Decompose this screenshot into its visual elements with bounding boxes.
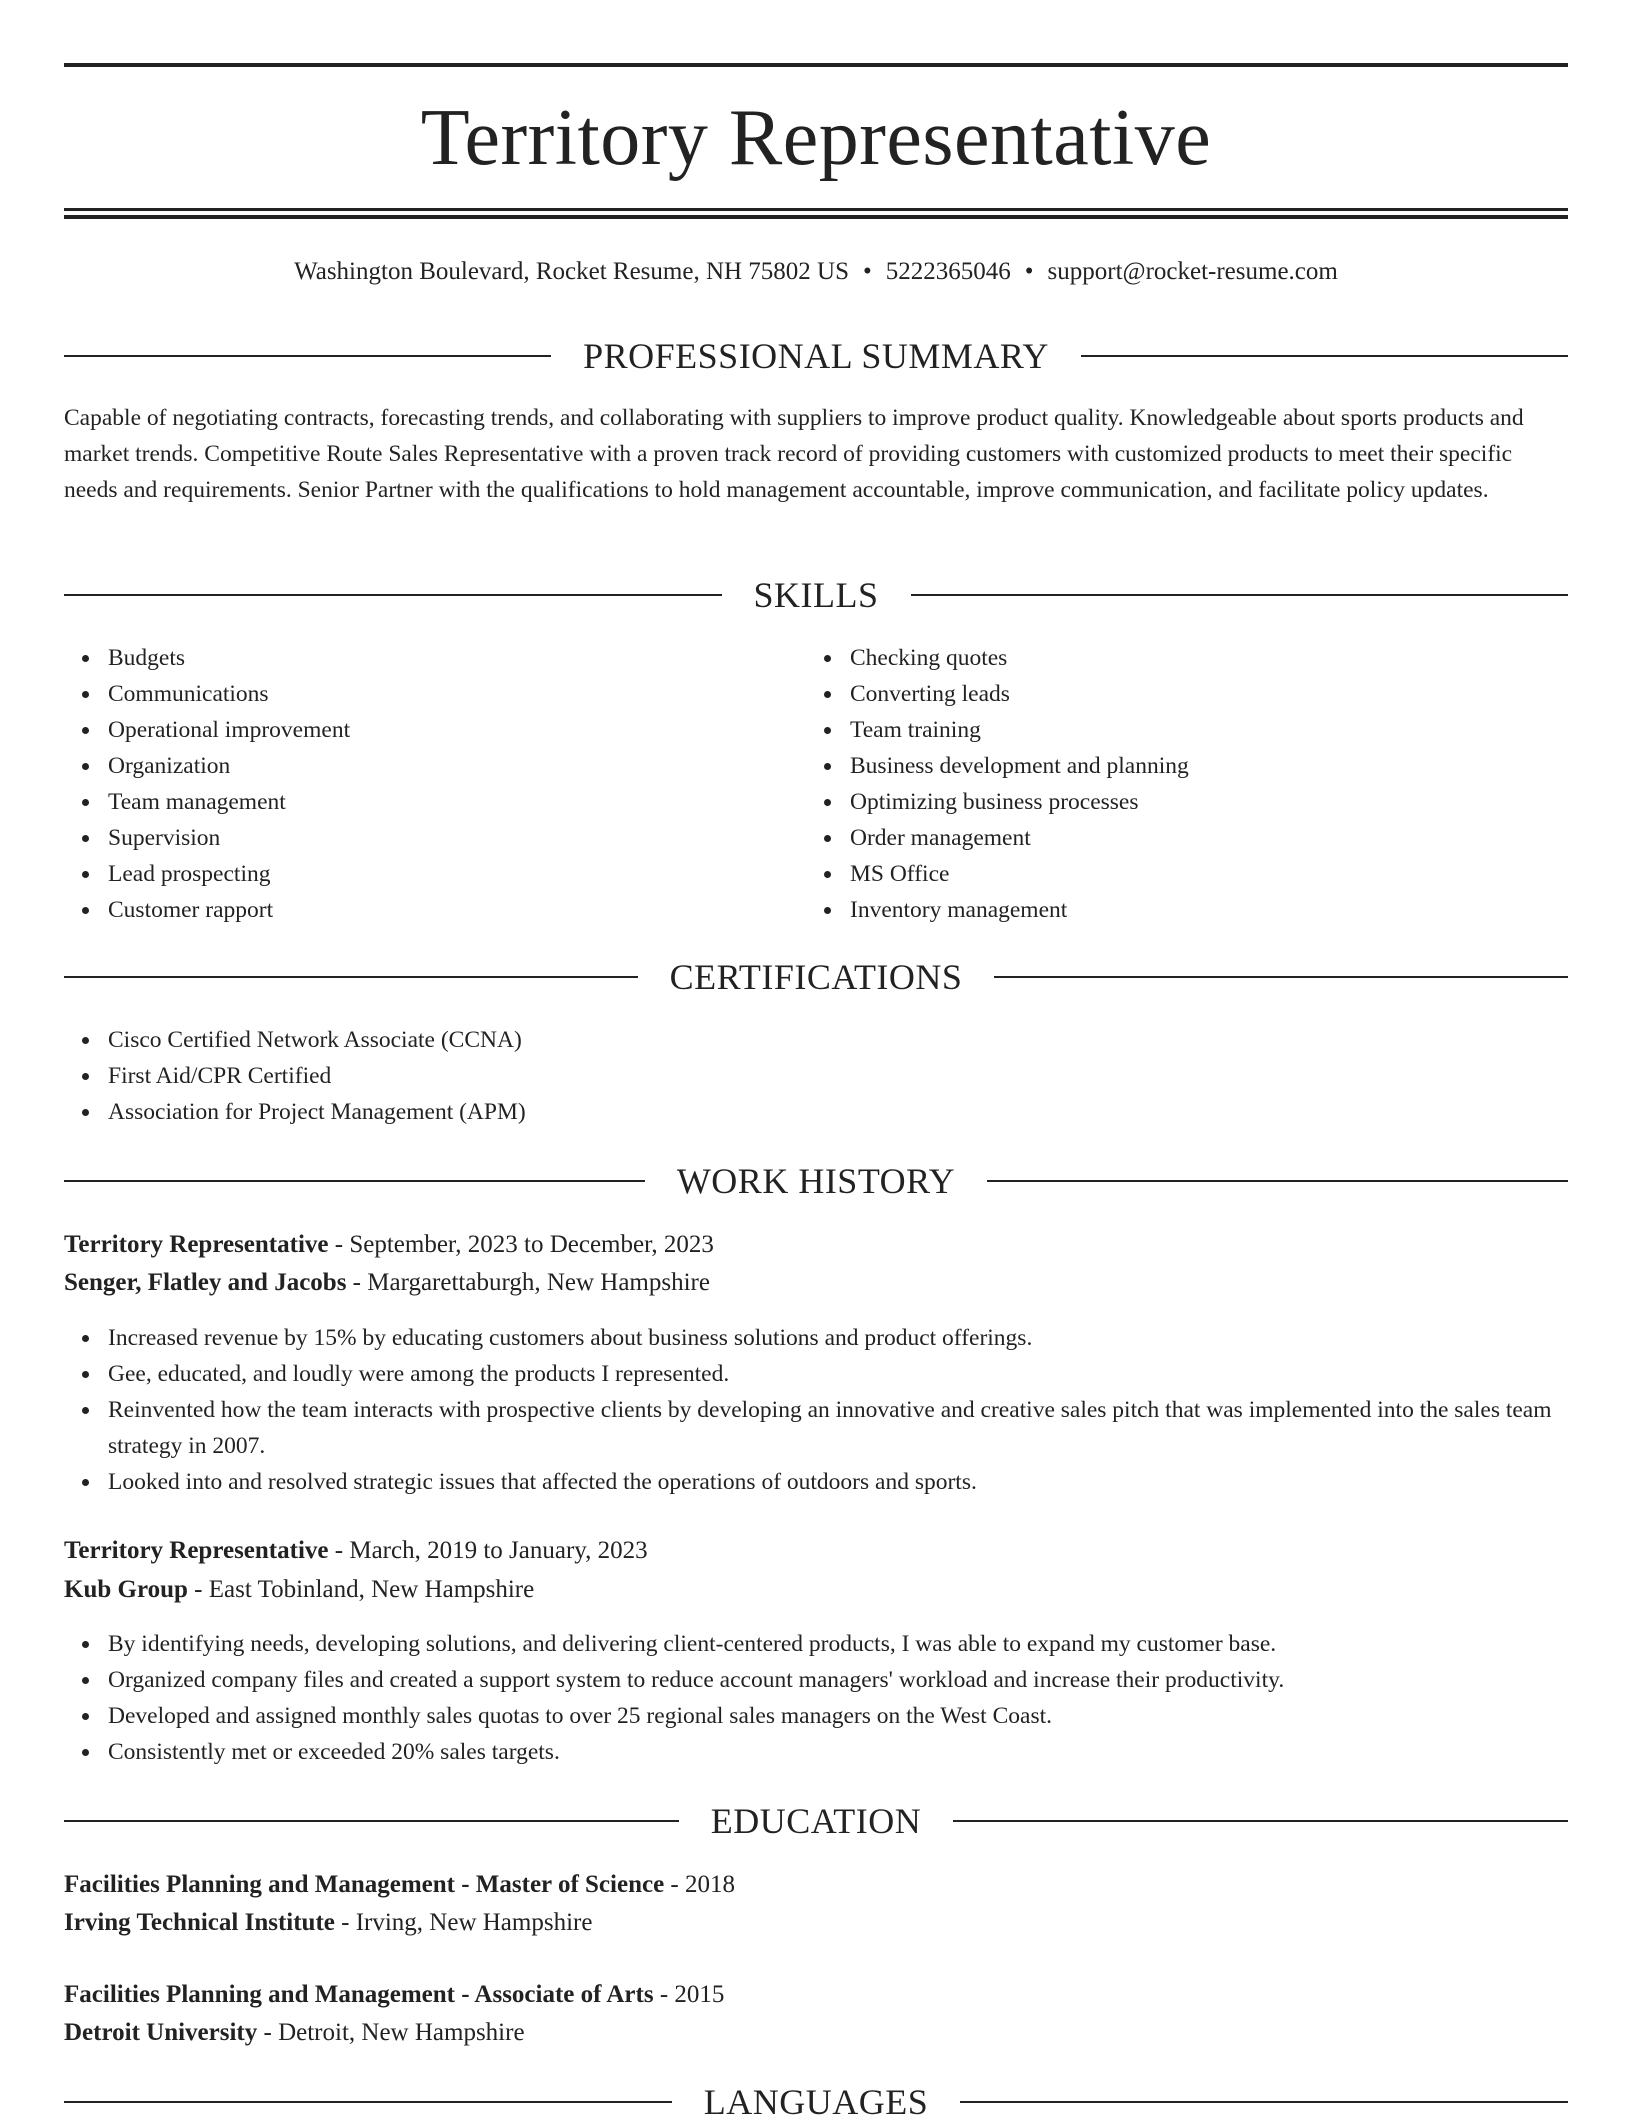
section-rule-left <box>64 594 722 596</box>
skill-item: Business development and planning <box>850 748 1550 784</box>
summary-text: Capable of negotiating contracts, forecasting trends, and collaborating with suppliers to improve product quality. Knowledgeable about sports products and market trends. Competitive Route Sales Representative with a proven track record of providing customers with customized products to meet their specific needs and requirements. Senior Partner with the qualifications to hold management accountable, improve communication, and facilitate policy updates. <box>64 405 1524 503</box>
section-heading-certifications <box>64 955 1568 999</box>
education-location: - Detroit, New Hampshire <box>257 2019 525 2046</box>
job-bullet: Organized company files and created a support system to reduce account managers' workload and increase their productivity. <box>108 1662 1568 1698</box>
education-year: - 2018 <box>664 1871 735 1898</box>
job-bullets <box>64 1320 1568 1500</box>
education-school-line <box>64 1904 1568 1942</box>
job-company-line <box>64 1571 1568 1609</box>
skill-item: Team training <box>850 712 1550 748</box>
job-role: Territory Representative <box>64 1231 329 1258</box>
skill-item: Inventory management <box>850 892 1550 928</box>
job-bullet: Reinvented how the team interacts with prospective clients by developing an innovative and creative sales pitch that was implemented into the sales team strategy in 2007. <box>108 1392 1568 1464</box>
job-dates: - March, 2019 to January, 2023 <box>328 1537 648 1564</box>
contact-email: support@rocket-resume.com <box>1047 258 1338 285</box>
skill-item: Communications <box>108 676 808 712</box>
skill-item: Operational improvement <box>108 712 808 748</box>
skill-item: Optimizing business processes <box>850 784 1550 820</box>
section-heading-summary <box>64 334 1568 378</box>
job-bullet: Looked into and resolved strategic issues that affected the operations of outdoors and sports. <box>108 1464 1568 1500</box>
job-bullet: Developed and assigned monthly sales quotas to over 25 regional sales managers on the West Coast. <box>108 1698 1568 1734</box>
certification-item: Association for Project Management (APM) <box>108 1094 1568 1130</box>
section-title: EDUCATION <box>710 1801 922 1841</box>
header-bottom-rule-upper <box>64 208 1568 211</box>
section-title: SKILLS <box>753 575 879 615</box>
section-rule-right <box>1081 355 1568 357</box>
skill-item: Organization <box>108 748 808 784</box>
contact-phone: 5222365046 <box>885 258 1011 285</box>
job-title-line <box>64 1226 1568 1264</box>
section-heading-skills <box>64 573 1568 617</box>
education-school-line <box>64 2014 1568 2052</box>
contact-separator: • <box>1024 258 1034 285</box>
education-degree-line <box>64 1976 1568 2014</box>
job-bullet: Gee, educated, and loudly were among the products I represented. <box>108 1356 1568 1392</box>
contact-separator: • <box>863 258 872 285</box>
skills-list-left <box>64 640 808 928</box>
section-title: PROFESSIONAL SUMMARY <box>583 336 1049 376</box>
header-bottom-rule-lower <box>64 215 1568 219</box>
skill-item: MS Office <box>850 856 1550 892</box>
section-heading-education <box>64 1799 1568 1843</box>
certification-item: Cisco Certified Network Associate (CCNA) <box>108 1022 1568 1058</box>
education-degree: Facilities Planning and Management - Associate of Arts <box>64 1981 654 2008</box>
job-location: - East Tobinland, New Hampshire <box>187 1576 535 1603</box>
section-title: CERTIFICATIONS <box>669 957 963 997</box>
job-location: - Margarettaburgh, New Hampshire <box>346 1269 710 1296</box>
section-heading-work-history <box>64 1159 1568 1203</box>
education-degree-line <box>64 1866 1568 1904</box>
contact-address: Washington Boulevard, Rocket Resume, NH 75802 US <box>294 258 850 285</box>
education-year: - 2015 <box>653 1981 725 2008</box>
skill-item: Supervision <box>108 820 808 856</box>
skill-item: Lead prospecting <box>108 856 808 892</box>
skill-item: Budgets <box>108 640 808 676</box>
job-dates: - September, 2023 to December, 2023 <box>328 1231 714 1258</box>
section-rule-right <box>960 2101 1568 2103</box>
job-company: Senger, Flatley and Jacobs <box>64 1269 347 1296</box>
skill-item: Checking quotes <box>850 640 1550 676</box>
skill-item: Converting leads <box>850 676 1550 712</box>
skills-list-right <box>806 640 1550 928</box>
education-location: - Irving, New Hampshire <box>334 1909 593 1936</box>
skill-item: Order management <box>850 820 1550 856</box>
job-bullet: By identifying needs, developing solutions, and delivering client-centered products, I was able to expand my customer base. <box>108 1626 1568 1662</box>
section-rule-right <box>953 1820 1568 1822</box>
section-rule-left <box>64 976 638 978</box>
certification-item: First Aid/CPR Certified <box>108 1058 1568 1094</box>
section-rule-right <box>994 976 1568 978</box>
skill-item: Customer rapport <box>108 892 808 928</box>
job-company: Kub Group <box>64 1576 188 1603</box>
job-bullet: Increased revenue by 15% by educating customers about business solutions and product offerings. <box>108 1320 1568 1356</box>
header-top-rule <box>64 63 1568 67</box>
certifications-list <box>64 1022 1568 1130</box>
section-rule-left <box>64 2101 672 2103</box>
section-title: LANGUAGES <box>703 2082 929 2122</box>
section-rule-right <box>911 594 1569 596</box>
skill-item: Team management <box>108 784 808 820</box>
section-rule-left <box>64 355 551 357</box>
job-role: Territory Representative <box>64 1537 329 1564</box>
section-rule-left <box>64 1180 645 1182</box>
section-rule-right <box>987 1180 1568 1182</box>
job-bullet: Consistently met or exceeded 20% sales targets. <box>108 1734 1568 1770</box>
job-title-line <box>64 1532 1568 1570</box>
education-school: Irving Technical Institute <box>64 1909 335 1936</box>
section-title: WORK HISTORY <box>676 1161 956 1201</box>
job-bullets <box>64 1626 1568 1770</box>
education-school: Detroit University <box>64 2019 258 2046</box>
resume-name: Territory Representative <box>420 94 1212 182</box>
job-company-line <box>64 1264 1568 1302</box>
contact-line <box>64 255 1568 289</box>
section-heading-languages <box>64 2080 1568 2124</box>
section-rule-left <box>64 1820 679 1822</box>
education-degree: Facilities Planning and Management - Master of Science <box>64 1871 665 1898</box>
